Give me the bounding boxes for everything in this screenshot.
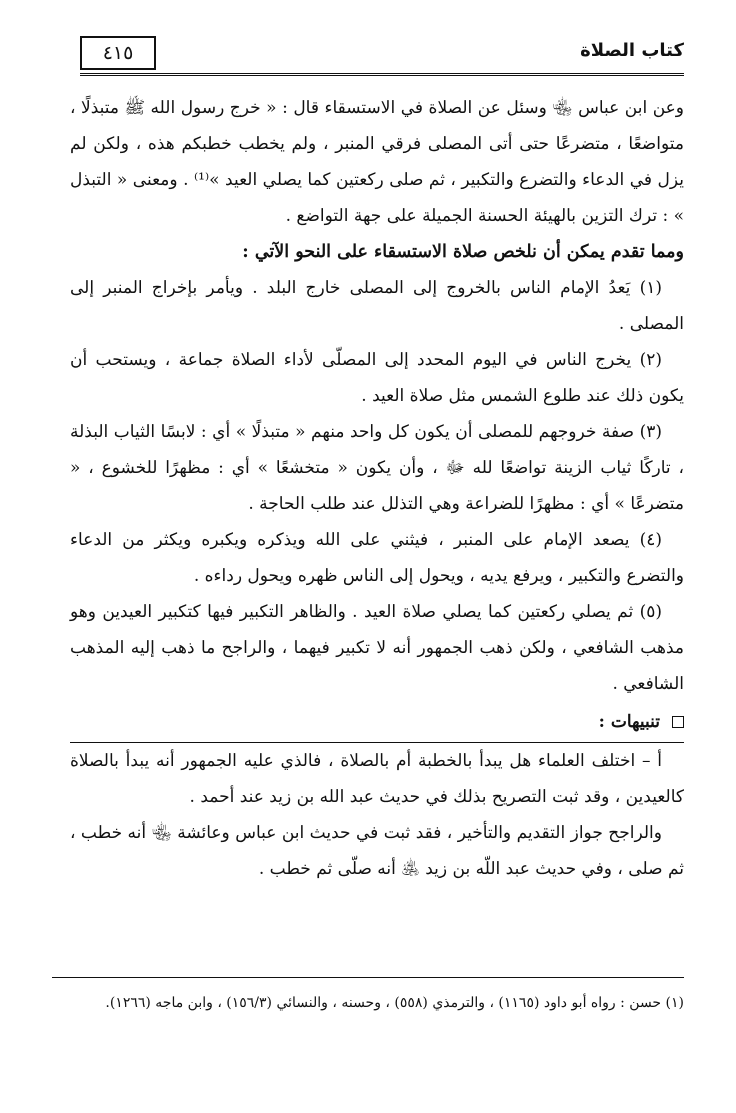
footnote-divider xyxy=(52,977,684,978)
hadith-paragraph: وعن ابن عباس ﵄ وسئل عن الصلاة في الاستسقاء قال : « خرج رسول الله ﷺ متبذلًا ، متواضعًا ، متضرعًا حتى أتى المصلى فرقي المنبر ، ولم يخطب خطبكم هذه ، ولكن لم يزل في الدعاء والتضرع والتكبير ، ثم صلى ركعتين كما يصلي العيد »⁽¹⁾ . ومعنى « التبذل » : ترك التزين بالهيئة الحسنة الجميلة على جهة التواضع . xyxy=(70,98,684,226)
list-item: (٣) صفة خروجهم للمصلى أن يكون كل واحد منهم « متبذلًا » أي : لابسًا الثياب البذلة ، تاركًا ثياب الزينة تواضعًا لله ﷻ ، وأن يكون « متخشعًا » أي : مظهرًا للخشوع ، « متضرعًا » أي : مظهرًا للضراعة وهي التذلل عند طلب الحاجة . xyxy=(70,422,684,514)
checkbox-icon xyxy=(672,716,684,728)
notices-heading-label: تنبيهات : xyxy=(598,712,660,732)
summary-heading: ومما تقدم يمكن أن نلخص صلاة الاستسقاء على النحو الآتي : xyxy=(242,242,684,262)
footnote: (١) حسن : رواه أبو داود (١١٦٥) ، والترمذي (٥٥٨) ، وحسنه ، والنسائي (١٥٦/٣) ، وابن ماجه (١٢٦٦). xyxy=(105,995,684,1011)
notice-item: أ – اختلف العلماء هل يبدأ بالخطبة أم بالصلاة ، فالذي عليه الجمهور أنه يبدأ بالصلاة كالعيدين ، وقد ثبت التصريح بذلك في حديث عبد الله بن زيد عند أحمد . xyxy=(70,751,684,807)
page-number: ٤١٥ xyxy=(80,36,156,70)
notice-item: والراجح جواز التقديم والتأخير ، فقد ثبت في حديث ابن عباس وعائشة ﵄ أنه خطب ، ثم صلى ، وفي حديث عبد اللّه بن زيد ﵁ أنه صلّى ثم خطب . xyxy=(70,823,684,879)
list-item: (٢) يخرج الناس في اليوم المحدد إلى المصلّى لأداء الصلاة جماعة ، ويستحب أن يكون ذلك عند طلوع الشمس مثل صلاة العيد . xyxy=(70,350,684,406)
running-title: كتاب الصلاة xyxy=(580,40,684,61)
list-item: (٥) ثم يصلي ركعتين كما يصلي صلاة العيد . والظاهر التكبير فيها كتكبير العيدين وهو مذهب الشافعي ، ولكن ذهب الجمهور أنه لا تكبير فيهما ، والراجح ما ذهب إليه المذهب الشافعي . xyxy=(70,602,684,694)
list-item: (٤) يصعد الإمام على المنبر ، فيثني على الله ويذكره ويكبره ويكثر من الدعاء والتضرع والتكبير ، ويرفع يديه ، ويحول إلى الناس ظهره ويحول رداءه . xyxy=(70,530,684,586)
notices-heading xyxy=(70,704,684,743)
page-body xyxy=(70,90,684,887)
header-divider xyxy=(80,73,684,76)
page-header xyxy=(80,34,684,74)
list-item: (١) يَعدُ الإمام الناس بالخروج إلى المصلى خارج البلد . ويأمر بإخراج المنبر إلى المصلى . xyxy=(70,278,684,334)
